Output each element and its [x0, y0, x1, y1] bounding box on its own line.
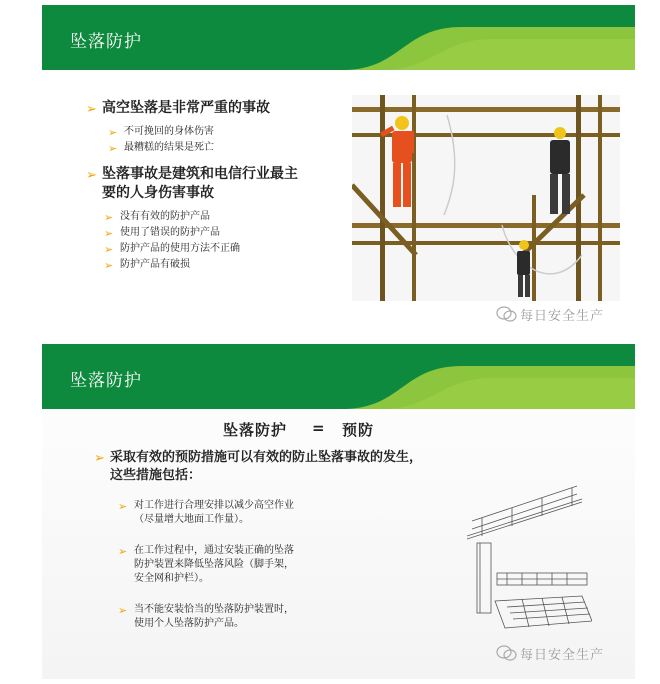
sub-bullet: 对工作进行合理安排以减少高空作业	[134, 500, 294, 511]
equation-operator: =	[312, 419, 326, 437]
bullet-arrow-icon: ➢	[108, 142, 118, 155]
title-band	[42, 5, 635, 70]
bullet-heading-cont: 这些措施包括：	[110, 468, 202, 483]
bullet-heading-cont: 要的人身伤害事故	[102, 185, 214, 201]
sub-bullet: 防护产品的使用方法不正确	[120, 243, 240, 254]
sub-bullet: 当不能安装恰当的坠落防护装置时，	[134, 604, 294, 615]
sub-bullet: 没有有效的防护产品	[120, 211, 210, 222]
bullet-arrow-icon: ➢	[104, 243, 114, 256]
bullet-arrow-icon: ➢	[104, 227, 114, 240]
bullet-arrow-icon: ➢	[118, 545, 128, 558]
bullet-arrow-icon: ➢	[86, 102, 97, 117]
sub-bullet: 最糟糕的结果是死亡	[124, 142, 214, 153]
bullet-heading: 坠落事故是建筑和电信行业最主	[102, 166, 298, 182]
sub-bullet-cont: （尽量增大地面工作量）。	[134, 514, 249, 525]
watermark-text: 每日安全生产	[520, 648, 605, 663]
sub-bullet: 使用了错误的防护产品	[120, 227, 220, 238]
bullet-arrow-icon: ➢	[104, 211, 114, 224]
sub-bullet-cont: 防护装置来降低坠落风险（脚手架，	[134, 559, 294, 570]
scaffold-workers-photo	[352, 95, 620, 301]
slide-2	[42, 344, 635, 679]
equation-left: 坠落防护	[223, 421, 288, 439]
watermark-text: 每日安全生产	[520, 309, 605, 324]
equation-right: 预防	[342, 421, 375, 439]
sub-bullet: 不可挽回的身体伤害	[124, 126, 214, 137]
slide-title: 坠落防护	[70, 32, 142, 52]
bullet-arrow-icon: ➢	[118, 604, 128, 617]
slide-title: 坠落防护	[70, 371, 142, 391]
bullet-arrow-icon: ➢	[118, 500, 128, 513]
bullet-heading: 采取有效的预防措施可以有效的防止坠落事故的发生，	[110, 450, 423, 465]
bullet-arrow-icon: ➢	[86, 168, 97, 183]
bullet-arrow-icon: ➢	[94, 451, 105, 466]
guardrail-drawing	[467, 481, 592, 631]
sub-bullet: 防护产品有破损	[120, 259, 190, 270]
bullet-arrow-icon: ➢	[104, 259, 114, 272]
title-band	[42, 344, 635, 409]
bullet-heading: 高空坠落是非常严重的事故	[102, 100, 270, 116]
sub-bullet-cont: 使用个人坠落防护产品。	[134, 618, 244, 629]
sub-bullet: 在工作过程中，通过安装正确的坠落	[134, 545, 294, 556]
sub-bullet-cont: 安全网和护栏）。	[134, 573, 209, 584]
wechat-icon	[496, 305, 518, 323]
bullet-arrow-icon: ➢	[108, 126, 118, 139]
wechat-icon	[496, 644, 518, 662]
slide-1	[42, 5, 635, 330]
